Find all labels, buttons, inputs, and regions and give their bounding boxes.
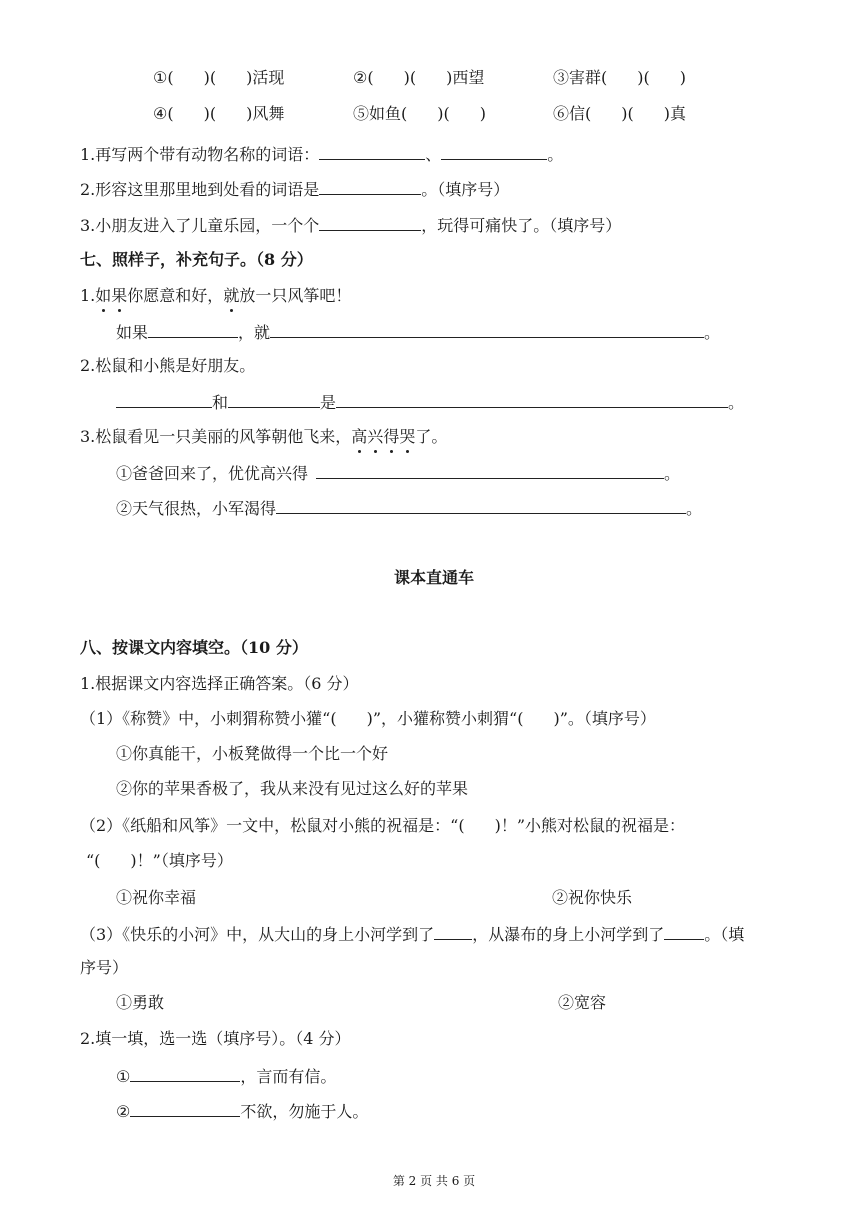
s7-q3-answer-2: ②天气很热，小军渴得 。 [116,496,702,518]
s8-q2-answer-1: ① ，言而有信。 [116,1064,336,1086]
answer-blank[interactable] [148,320,238,338]
answer-blank[interactable] [336,390,728,408]
section-7-heading: 七、照样子，补充句子。（8 分） [80,250,313,269]
q6-line-3: 3.小朋友进入了儿童乐园，一个个 ，玩得可痛快了。（填序号） [80,213,621,235]
idiom-row-2 [153,103,686,125]
answer-blank[interactable] [228,390,320,408]
s8-q2-answer-2: ② 不欲，勿施于人。 [116,1099,368,1121]
s8-q1-2-option-2: ②祝你快乐 [552,888,633,907]
s8-q1-2-option-1: ①祝你幸福 [116,888,197,907]
s8-q1-2: （2）《纸船和风筝》一文中，松鼠对小熊的祝福是：“( )！”小熊对松鼠的祝福是： [80,816,686,835]
idiom-3: ③害群( )( ) [553,68,687,87]
page-footer: 第 2 页 共 6 页 [392,1174,476,1188]
s8-q1-3: （3）《快乐的小河》中，从大山的身上小河学到了 ，从瀑布的身上小河学到了 。（填 [80,922,744,944]
s7-q3: 3.松鼠看见一只美丽的风筝朝他飞来，高兴得哭了。 [80,427,448,446]
s7-q1-answer: 如果 ，就 。 [116,320,720,342]
s8-q2: 2.填一填，选一选（填序号）。（4 分） [80,1029,351,1048]
section-title: 课本直通车 [393,568,474,587]
answer-blank[interactable] [664,922,704,940]
s8-q1-3-option-1: ①勇敢 [116,993,165,1012]
answer-blank[interactable] [276,496,686,514]
idiom-6: ⑥信( )( )真 [553,104,687,123]
answer-blank[interactable] [116,390,212,408]
s7-q2-answer: 和 是 。 [116,390,744,412]
idiom-row-1 [153,67,686,89]
answer-blank[interactable] [319,177,421,195]
s8-q1-1-option-2: ②你的苹果香极了，我从来没有见过这么好的苹果 [116,779,469,798]
section-8-heading: 八、按课文内容填空。（10 分） [80,638,308,657]
s8-q1-3-cont: 序号） [80,958,129,977]
q6-line-2: 2.形容这里那里地到处看的词语是 。（填序号） [80,177,509,199]
s8-q1: 1.根据课文内容选择正确答案。（6 分） [80,674,359,693]
answer-blank[interactable] [130,1099,240,1117]
answer-blank[interactable] [270,320,704,338]
answer-blank[interactable] [316,461,664,479]
s7-q2: 2.松鼠和小熊是好朋友。 [80,356,256,375]
answer-blank[interactable] [434,922,472,940]
idiom-5: ⑤如鱼( )( ) [353,104,487,123]
idiom-1: ①( )( )活现 [153,68,285,87]
answer-blank[interactable] [441,142,547,160]
s8-q1-3-option-2: ②宽容 [558,993,607,1012]
answer-blank[interactable] [319,142,425,160]
s7-q1: 1.如果你愿意和好，就放一只风筝吧！ [80,286,352,305]
answer-blank[interactable] [130,1064,240,1082]
idiom-4: ④( )( )风舞 [153,104,285,123]
s8-q1-1: （1）《称赞》中，小刺猬称赞小獾“( )”，小獾称赞小刺猬“( )”。（填序号） [80,709,656,728]
s8-q1-2-cont: “( )！”（填序号） [86,851,233,870]
s8-q1-1-option-1: ①你真能干，小板凳做得一个比一个好 [116,744,389,763]
answer-blank[interactable] [319,213,421,231]
idiom-2: ②( )( )西望 [353,68,485,87]
q6-line-1: 1.再写两个带有动物名称的词语： 、 。 [80,142,563,164]
s7-q3-answer-1: ①爸爸回来了，优优高兴得 。 [116,461,680,483]
